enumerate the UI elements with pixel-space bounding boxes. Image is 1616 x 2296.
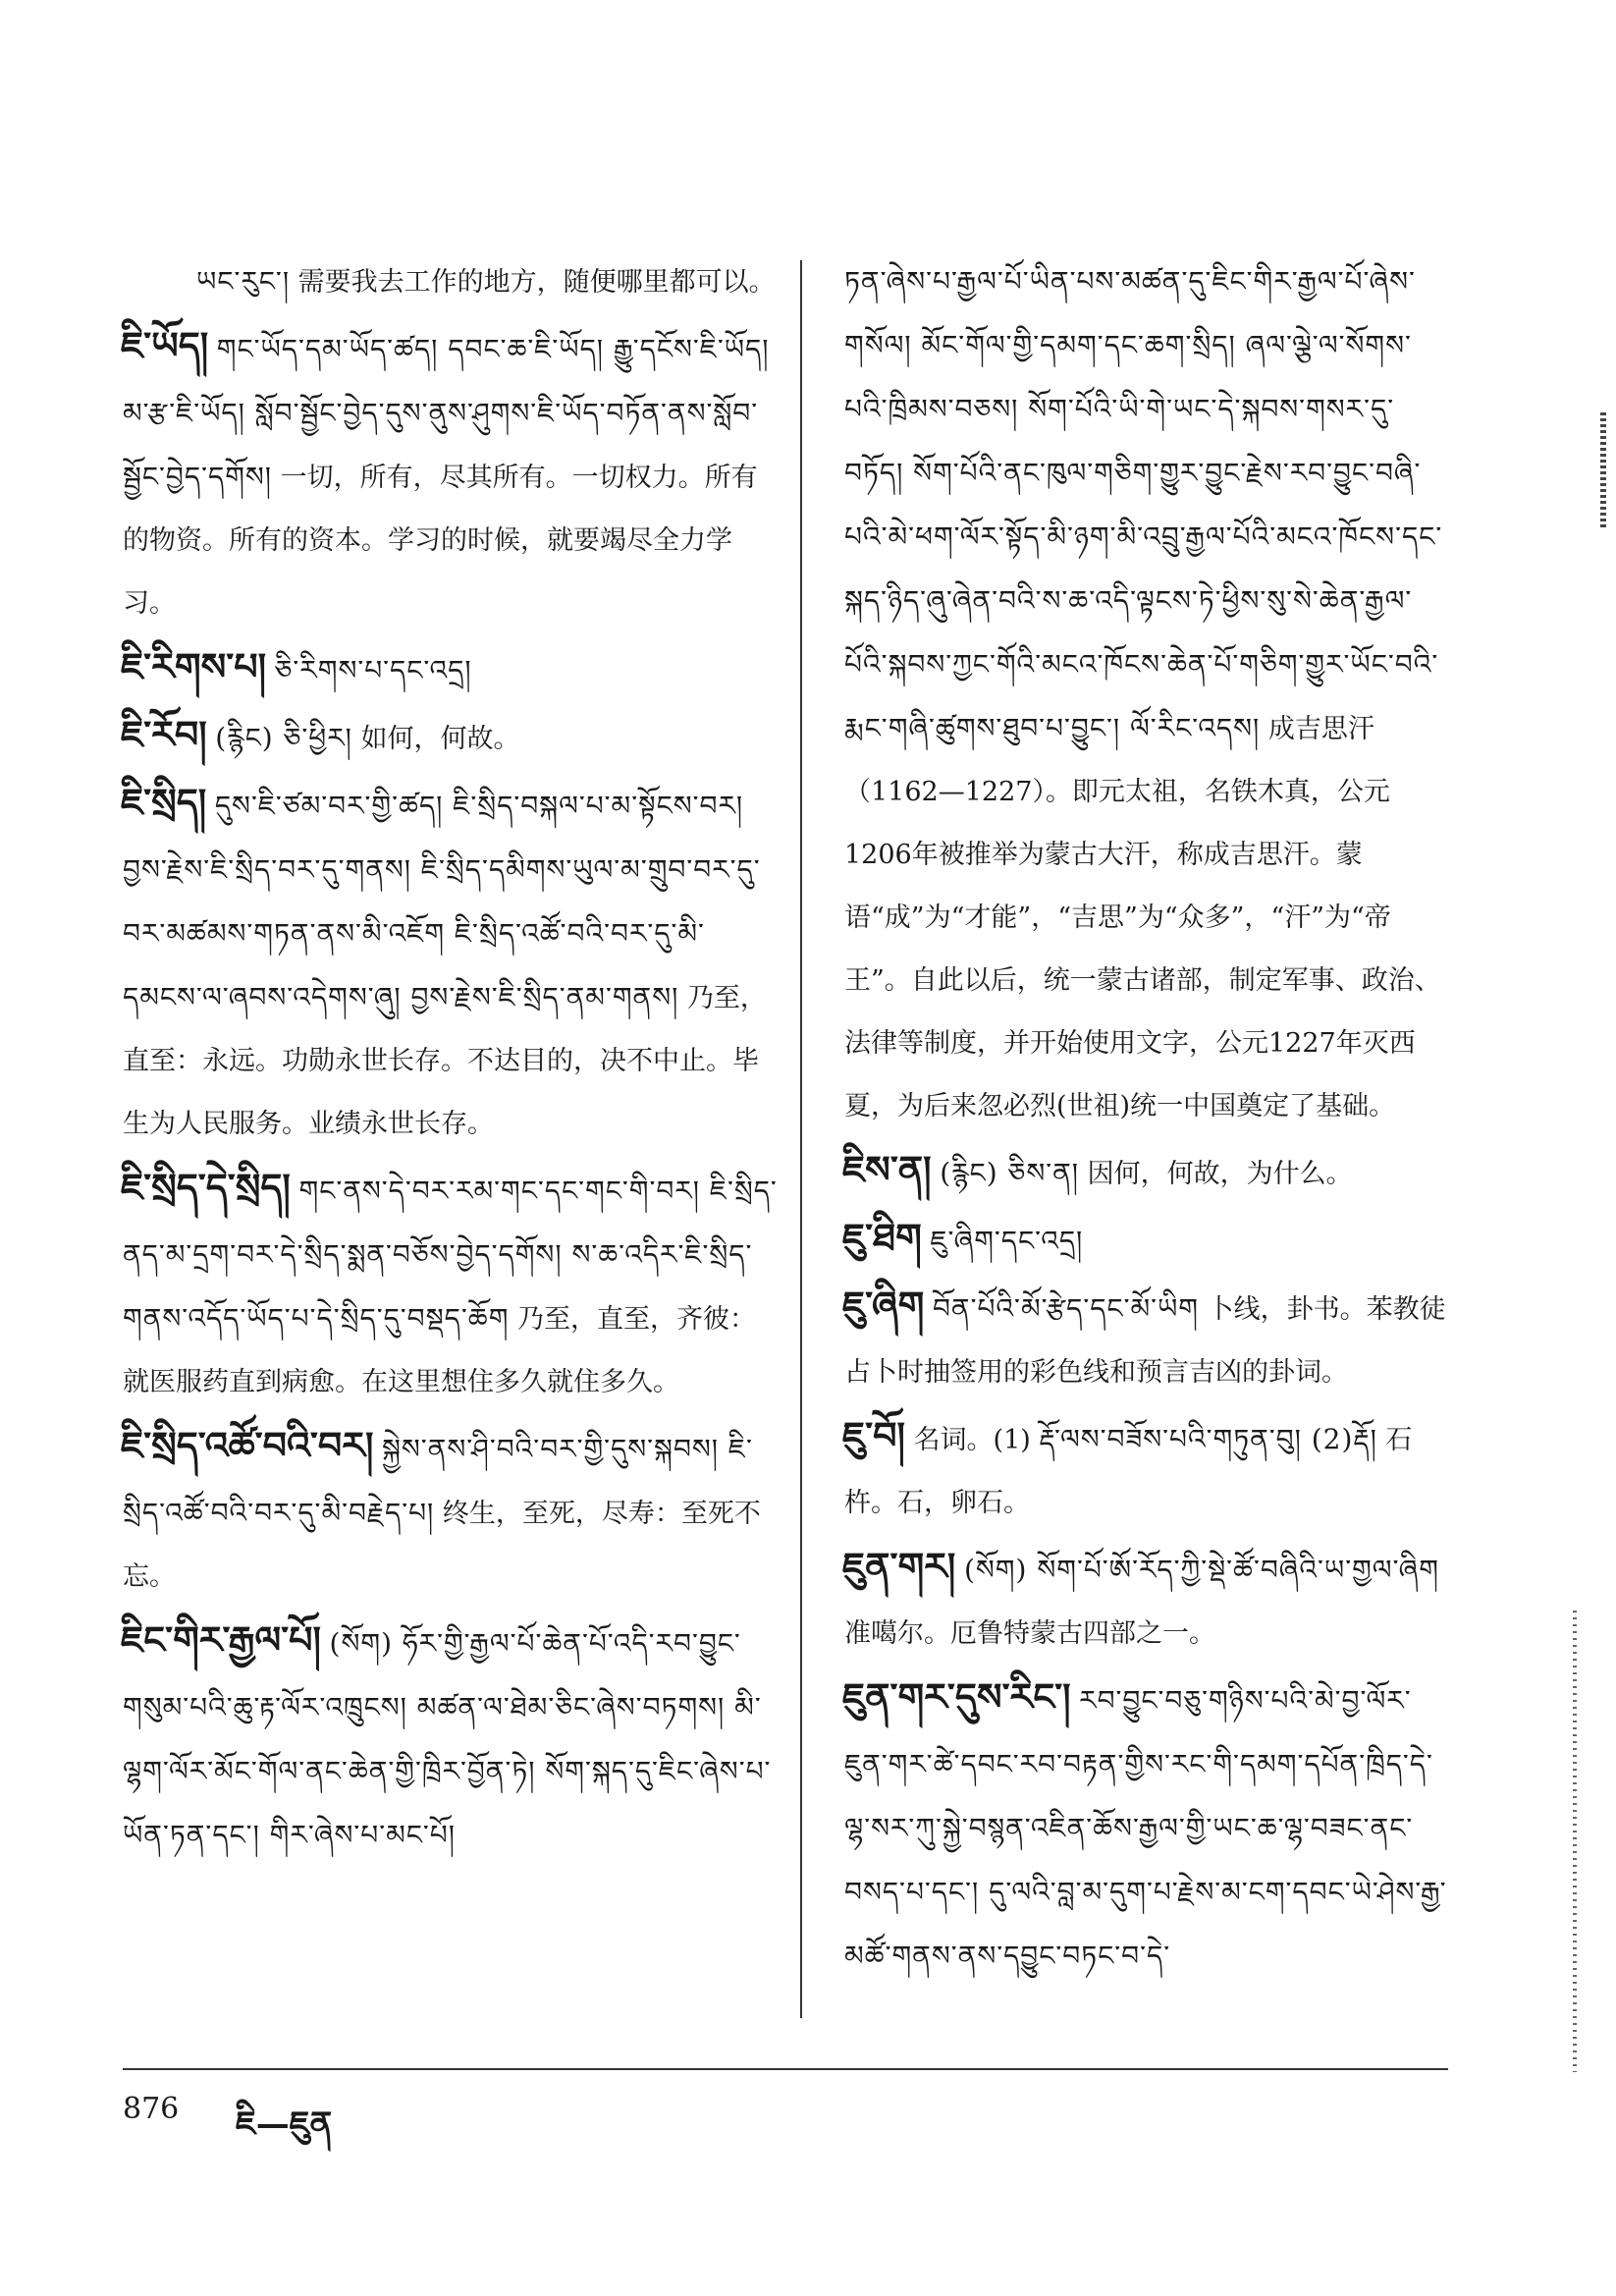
entry-ju-zhig bbox=[844, 1274, 1453, 1404]
headword: ཇི་རོབ། bbox=[121, 712, 207, 756]
headword: ཇིས་ན། bbox=[842, 1147, 932, 1191]
tibetan-text: ཡང་རུང་། bbox=[196, 265, 291, 298]
entry-jun-gar-dus-ring bbox=[844, 1666, 1453, 1989]
tibetan-text: གང་ནས་དེ་བར་རམ་གང་དང་གང་གི་བར། ཇི་སྲིད་ནད་མ་དྲག་བར་དེ་སྲིད་སྨན་བཅོས་བྱེད་དགོས། ས་ཆ་འདིར་ཇི་སྲིད་གནས་འདོད་ཡོད་པ་དེ་སྲིད་དུ་བསྡད་ཆོག bbox=[123, 1175, 778, 1335]
headword: ཇི་སྲིད་འཚོ་བའི་བར། bbox=[121, 1423, 374, 1467]
headword: ཇི་ཡོད། bbox=[121, 323, 209, 367]
chinese-definition: 如何，何故。 bbox=[360, 724, 520, 754]
headword: ཇི་སྲིད། bbox=[121, 780, 207, 824]
tibetan-text: (སོག) སོག་པོ་ཨོ་རོད་ཀྱི་སྡེ་ཚོ་བཞིའི་ཡ་གྱལ་ཞིག bbox=[963, 1554, 1439, 1586]
entry-jun-gar bbox=[844, 1535, 1453, 1666]
chinese-definition: 因何，何故，为什么。 bbox=[1087, 1159, 1353, 1189]
entry-ju-thig bbox=[844, 1206, 1453, 1274]
entry-ji-rob bbox=[123, 703, 781, 771]
headword: ཇི་རིགས་པ། bbox=[121, 644, 267, 688]
headword: ཇུན་གར་དུས་རིང་། bbox=[842, 1674, 1071, 1719]
chinese-definition: 需要我去工作的地方，随便哪里都可以。 bbox=[297, 267, 776, 298]
chinese-definition: 名词。(1) bbox=[913, 1425, 1031, 1455]
chinese-definition: 卜线，卦书。苯教徒占卜时抽签用的彩色线和预言吉凶的卦词。 bbox=[844, 1294, 1446, 1388]
headword: ཇིང་གིར་རྒྱལ་པོ། bbox=[121, 1617, 321, 1662]
entry-jis-na bbox=[844, 1138, 1453, 1206]
tibetan-text: (སོག) ཧོར་གྱི་རྒྱལ་པོ་ཆེན་པོ་འདི་རབ་བྱུང་གསུམ་པའི་ཆུ་རྟ་ལོར་འཁྲུངས། མཚན་ལ་ཐེམ་ཅིང་ཞེས་བཏགས། མི་ལྷག་ལོར་མོང་གོལ་ནང་ཆེན་གྱི་ཁྲིར་བྱོན་ཏེ། སོག་སྐད་དུ་ཇིང་ཞེས་པ་ཡོན་ཏན་དང་། གིར་ཞེས་པ་མང་པོ། bbox=[123, 1627, 772, 1851]
entry-ji-srid-tsho-bai-bar bbox=[123, 1414, 781, 1609]
running-head: ཇི—ཇུན bbox=[236, 2105, 333, 2144]
tibetan-text: རབ་བྱུང་བཅུ་གཉིས་པའི་མེ་བྱ་ལོར་ཇུན་གར་ཚེ་དབང་རབ་བརྟན་གྱིས་རང་གི་དམག་དཔོན་ཁྲིད་དེ་ལྷ་སར་ཀུ་སྐྱེ་བསྙན་འཇིན་ཆོས་རྒྱལ་གྱི་ཡང་ཆ་ལྷ་བཟང་ནང་བསད་པ་དང་། དུ་ལའི་བླ་མ་དུག་པ་རྗེས་མ་ངག་དབང་ཡེ་ཤེས་རྒྱ་མཚོ་གནས་ནས་དབྱུང་བཏང་བ་དེ་ bbox=[844, 1684, 1447, 1972]
chinese-definition: 乃至，直至，齐彼：就医服药直到病愈。在这里想住多久就住多久。 bbox=[123, 1304, 757, 1397]
scan-artifact bbox=[1573, 1611, 1577, 2072]
chinese-definition: 乃至，直至：永远。功勋永世长存。不达目的，决不中止。毕生为人民服务。业绩永世长存。 bbox=[123, 983, 767, 1139]
chinese-definition: 准噶尔。厄鲁特蒙古四部之一。 bbox=[844, 1618, 1215, 1649]
tibetan-text: (རྙིང) ཅི་ཕྱིར། bbox=[215, 722, 352, 754]
right-column bbox=[844, 250, 1453, 1989]
tibetan-text: ཅི་རིགས་པ་དང་འདྲ། bbox=[274, 654, 472, 686]
tibetan-text: ཏན་ཞེས་པ་རྒྱལ་པོ་ཡིན་པས་མཚན་དུ་ཇིང་གིར་རྒྱལ་པོ་ཞེས་གསོལ། མོང་གོལ་གྱི་དམག་དང་ཆག་སྲིད། ཞལ་ལྕེ་ལ་སོགས་པའི་ཁྲིམས་བཅས། སོག་པོའི་ཡི་གེ་ཡང་དེ་སྐབས་གསར་དུ་བཏོད། སོག་པོའི་ནང་ཁུལ་གཅིག་གྱུར་བྱུང་རྗེས་རབ་བྱུང་བཞི་པའི་མེ་ཕག་ལོར་སྟོད་མི་ཉག་མི་འབྲུ་རྒྱལ་པོའི་མངའ་ཁོངས་དང་སྐད་ཉིད་ཞུ་ཞེན་བའི་ས་ཆ་འདི་ལྟངས་ཏེ་ཕྱིས་སུ་སེ་ཆེན་རྒྱལ་པོའི་སྐབས་ཀྱང་གོའི་མངའ་ཁོངས་ཆེན་པོ་གཅིག་གྱུར་ཡོང་བའི་རྨང་གཞི་ཚུགས་ཐུབ་པ་བྱུང་། ལོ་རིང་འདས། bbox=[844, 265, 1443, 744]
entry-ji-srid-de-srid bbox=[123, 1156, 781, 1414]
tibetan-text: སྐྱེས་ནས་ཤི་བའི་བར་གྱི་དུས་སྐབས། ཇི་སྲིད་འཚོ་བའི་བར་དུ་མི་བརྗེད་པ། bbox=[123, 1433, 753, 1529]
headword: ཇི་སྲིད་དེ་སྲིད། bbox=[121, 1165, 291, 1209]
chinese-definition: 终生，至死，尽寿：至死不忘。 bbox=[123, 1499, 761, 1592]
entry-ju-bo bbox=[844, 1404, 1453, 1535]
entry-ji-rigs-pa bbox=[123, 635, 781, 703]
entry-continuation bbox=[844, 250, 1453, 1138]
footer-rule bbox=[123, 2068, 1448, 2070]
left-column bbox=[123, 250, 781, 1868]
headword: ཇུན་གར། bbox=[842, 1544, 956, 1588]
tibetan-text: ཇུ་ཞིག་དང་འདྲ། bbox=[930, 1225, 1084, 1257]
headword: ཇུ་བོ། bbox=[842, 1413, 905, 1457]
entry-ji-yod bbox=[123, 314, 781, 635]
page-number: 876 bbox=[123, 2092, 180, 2126]
entry-jing-gir-rgyal-po bbox=[123, 1609, 781, 1868]
chinese-definition: 石杵。石，卵石。 bbox=[844, 1425, 1413, 1518]
tibetan-text: གང་ཡོད་དམ་ཡོད་ཚད། དབང་ཆ་ཇི་ཡོད། རྒྱུ་དངོས་ཇི་ཡོད། མ་རྩ་ཇི་ཡོད། སློབ་སྦྱོང་བྱེད་དུས་ནུས་ཤུགས་ཇི་ཡོད་བཏོན་ནས་སློབ་སྦྱོང་བྱེད་དགོས། bbox=[123, 333, 770, 493]
tibetan-text: བོན་པོའི་མོ་རྩེད་དང་མོ་ཡིག bbox=[932, 1292, 1200, 1325]
scan-artifact bbox=[1600, 412, 1606, 530]
tibetan-text: (རྙིང) ཅིས་ན། bbox=[940, 1157, 1080, 1189]
headword: ཇུ་ཞིག bbox=[842, 1283, 925, 1327]
entry-ji-srid bbox=[123, 771, 781, 1156]
headword: ཇུ་ཐིག bbox=[842, 1215, 922, 1259]
column-divider bbox=[800, 260, 802, 2018]
chinese-definition: 一切，所有，尽其所有。一切权力。所有的物资。所有的资本。学习的时候，就要竭尽全力学习。 bbox=[123, 463, 758, 619]
chinese-definition: 成吉思汗（1162—1227）。即元太祖，名铁木真，公元1206年被推举为蒙古大汗，称成吉思汗。蒙语“成”为“才能”，“吉思”为“众多”，“汗”为“帝王”。自此以后，统一蒙古诸部，制定军事、政治、法律等制度，并开始使用文字，公元1227年灭西夏，为后来忽必烈(世祖)统一中国奠定了基础。 bbox=[844, 714, 1441, 1121]
entry-continuation bbox=[123, 250, 781, 314]
tibetan-text: དུས་ཇི་ཙམ་བར་གྱི་ཚད། ཇི་སྲིད་བསྐལ་པ་མ་སྟོངས་བར། བྱས་རྗེས་ཇི་སྲིད་བར་དུ་གནས། ཇི་སྲིད་དམིགས་ཡུལ་མ་གྲུབ་བར་དུ་བར་མཚམས་གཏན་ནས་མི་འཇོག ཇི་སྲིད་འཚོ་བའི་བར་དུ་མི་དམངས་ལ་ཞབས་འདེགས་ཞུ། བྱས་རྗེས་ཇི་སྲིད་ནམ་གནས། bbox=[123, 790, 761, 1013]
tibetan-text: རྡོ་ལས་བཟོས་པའི་གཏུན་བུ། (2)རྡོ། bbox=[1039, 1423, 1377, 1455]
